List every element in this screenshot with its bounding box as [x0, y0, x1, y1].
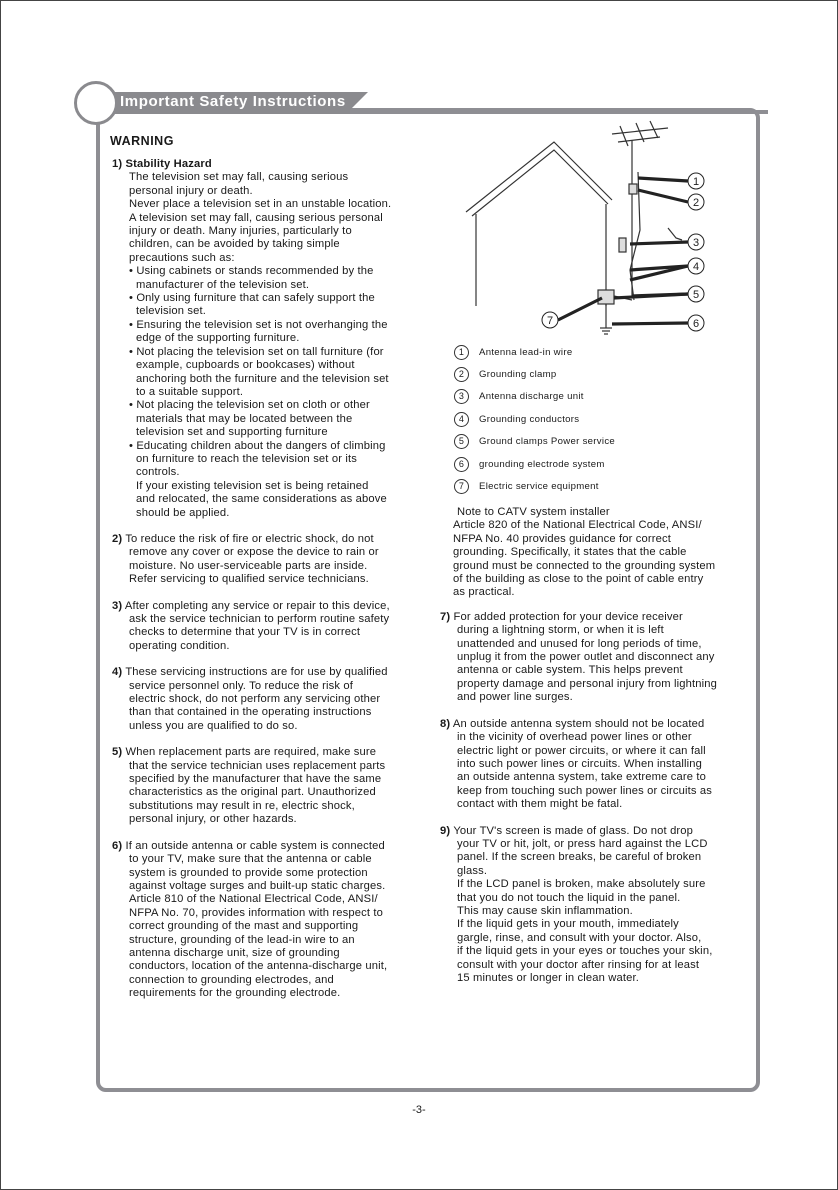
text-line: connection to grounding electrodes, and [129, 973, 334, 986]
right-column [440, 506, 752, 998]
legend-label: grounding electrode system [479, 458, 605, 470]
text-line: correct grounding of the mast and supporting [129, 920, 359, 933]
text-line: during a lightning storm, or when it is left [457, 624, 664, 637]
text-line: unplug it from the power outlet and disconnect any [457, 651, 715, 664]
text-line: television set and supporting furniture [136, 426, 328, 439]
text-line: A television set may fall, causing serious personal [129, 211, 383, 224]
bullet-line: • Not placing the television set on cloth or other [129, 399, 370, 412]
text-line: structure, grounding of the lead-in wire to an [129, 933, 355, 946]
text-line: to a suitable support. [136, 385, 244, 398]
text-line: children, can be avoided by taking simple [129, 238, 340, 251]
page-title: Important Safety Instructions [120, 93, 346, 110]
legend-number: 6 [454, 457, 469, 472]
legend-label: Ground clamps Power service [479, 436, 616, 448]
header-circle-icon [74, 81, 118, 125]
item-4 [112, 666, 434, 733]
legend-label: Grounding clamp [479, 369, 557, 381]
item-2 [112, 533, 434, 587]
text-line: and power line surges. [457, 691, 573, 704]
text-line: substitutions may result in re, electric shock, [129, 799, 355, 812]
warning-label: WARNING [110, 134, 174, 148]
text-line: Article 810 of the National Electrical Code, ANSI/ [129, 893, 378, 906]
item-number: 2) [112, 532, 123, 545]
text-line: as practical. [453, 586, 515, 599]
legend-number: 7 [454, 479, 469, 494]
legend-item [454, 453, 754, 475]
text-line: specified by the manufacturer that have the same [129, 773, 382, 786]
text-line: antenna discharge unit, size of grounding [129, 946, 340, 959]
text-line: characteristics as the original part. Unauthorized [129, 786, 376, 799]
legend-number: 4 [454, 412, 469, 427]
item-number: 5) [112, 746, 123, 759]
text-line: An outside antenna system should not be located [452, 717, 705, 730]
bullet-line: • Educating children about the dangers of climbing [129, 439, 386, 452]
callout-leader-1 [638, 178, 688, 181]
text-line: your TV or hit, jolt, or press hard against the LCD [457, 837, 708, 850]
text-line: personal injury, or other hazards. [129, 813, 297, 826]
text-line: materials that may be located between the [136, 412, 353, 425]
text-line: precautions such as: [129, 251, 235, 264]
legend-label: Electric service equipment [479, 481, 599, 493]
text-line: 15 minutes or longer in clean water. [457, 972, 640, 984]
electric-service-box [598, 290, 614, 304]
text-line: manufacturer of the television set. [136, 278, 310, 291]
text-line: If the liquid gets in your mouth, immediately [457, 918, 679, 931]
text-line: The television set may fall, causing serious [129, 171, 349, 184]
diagram-legend [454, 341, 754, 498]
text-line: NFPA No. 40 provides guidance for correct [453, 532, 671, 545]
text-line: unattended and unused for long periods of time, [457, 637, 702, 650]
text-line: If an outside antenna or cable system is connected [125, 839, 385, 852]
text-line: on furniture to reach the television set or its [136, 452, 357, 465]
item-number: 7) [440, 610, 451, 623]
text-line: an outside antenna system, take extreme care to [457, 771, 706, 784]
item-1-stability-hazard [112, 158, 434, 520]
grounding-wire [668, 228, 682, 240]
note-title: Note to CATV system installer [457, 506, 610, 518]
left-column [112, 158, 434, 1014]
text-line: than that contained in the operating instructions [129, 706, 372, 719]
antenna-element [620, 126, 628, 146]
text-line: consult with your doctor after rinsing for at least [457, 958, 700, 971]
text-line: that the service technician uses replacement parts [129, 759, 386, 772]
text-line: contact with them might be fatal. [457, 798, 623, 811]
legend-label: Grounding conductors [479, 413, 580, 425]
text-line: Refer servicing to qualified service technicians. [129, 573, 369, 586]
text-line: unless you are qualified to do so. [129, 719, 298, 732]
legend-item [454, 386, 754, 408]
legend-number: 2 [454, 367, 469, 382]
text-line: and relocated, the same considerations as above [136, 493, 387, 506]
text-line: in the vicinity of overhead power lines or other [457, 731, 692, 744]
grounding-clamp [629, 184, 637, 194]
bullet-line: • Using cabinets or stands recommended by the [129, 265, 374, 278]
callout-7-label: 7 [546, 315, 554, 327]
callout-leader-5b [614, 294, 688, 298]
item-number: 6) [112, 839, 123, 852]
text-line: To reduce the risk of fire or electric shock, do not [125, 532, 374, 545]
text-line: electric light or power circuits, or where it can fall [457, 744, 706, 757]
callout-5-label: 5 [692, 289, 700, 301]
text-line: antenna or cable system. This helps prevent [457, 664, 683, 677]
callout-6-label: 6 [692, 318, 700, 330]
legend-item [454, 475, 754, 497]
item-7 [440, 611, 752, 705]
text-line: If the LCD panel is broken, make absolutely sure [457, 878, 706, 891]
text-line: NFPA No. 70, provides information with respect to [129, 906, 383, 919]
text-line: When replacement parts are required, make sure [125, 746, 377, 759]
legend-item [454, 341, 754, 363]
text-line: operating condition. [129, 639, 230, 652]
text-line: television set. [136, 305, 207, 318]
legend-item [454, 431, 754, 453]
item-title: 1) Stability Hazard [112, 158, 212, 170]
legend-label: Antenna lead-in wire [479, 346, 573, 358]
text-line: gargle, rinse, and consult with your doctor. Also, [457, 931, 702, 944]
text-line: edge of the supporting furniture. [136, 332, 300, 345]
callout-2-label: 2 [692, 197, 700, 209]
text-line: These servicing instructions are for use by qualified [125, 666, 388, 679]
text-line: Your TV's screen is made of glass. Do not drop [453, 824, 694, 837]
header-band-tail [346, 92, 368, 114]
item-number: 4) [112, 666, 123, 679]
text-line: grounding. Specifically, it states that the cable [453, 546, 687, 559]
bullet-line: • Ensuring the television set is not overhanging the [129, 318, 388, 331]
text-line: that you do not touch the liquid in the panel. [457, 891, 681, 904]
item-number: 3) [112, 599, 123, 612]
text-line: property damage and personal injury from lightning [457, 677, 717, 690]
text-line: injury or death. Many injuries, particularly to [129, 225, 352, 238]
callout-leader-7 [558, 298, 602, 320]
text-line: After completing any service or repair to this device, [124, 599, 390, 612]
page-number: -3- [412, 1104, 426, 1116]
text-line: electric shock, do not perform any servicing other [129, 693, 381, 706]
text-line: Article 820 of the National Electrical Code, ANSI/ [453, 519, 702, 532]
callout-leader-3 [630, 242, 688, 244]
text-line: should be applied. [136, 506, 230, 519]
item-5 [112, 746, 434, 826]
text-line: panel. If the screen breaks, be careful of broken [457, 851, 702, 864]
text-line: keep from touching such power lines or circuits as [457, 784, 712, 797]
text-line: checks to determine that your TV is in correct [129, 626, 361, 639]
text-line: If your existing television set is being retained [136, 479, 369, 492]
callout-4-label: 4 [692, 261, 700, 273]
item-6 [112, 840, 434, 1001]
callout-leader-6 [612, 323, 688, 324]
legend-label: Antenna discharge unit [479, 391, 584, 403]
text-line: example, cupboards or bookcases) without [136, 359, 355, 372]
text-line: against voltage surges and built-up static charges. [129, 879, 386, 892]
callout-3-label: 3 [692, 237, 700, 249]
text-line: ask the service technician to perform routine safety [129, 613, 390, 625]
text-line: anchoring both the furniture and the television set [136, 372, 389, 385]
legend-number: 3 [454, 389, 469, 404]
text-line: if the liquid gets in your eyes or touches your skin, [457, 945, 713, 958]
text-line: glass. [457, 864, 488, 877]
text-line: ground must be connected to the grounding system [453, 559, 716, 572]
item-3 [112, 600, 434, 654]
text-line: For added protection for your device receiver [453, 610, 683, 623]
text-line: into such power lines or circuits. When installing [457, 757, 703, 770]
text-line: moisture. No user-serviceable parts are inside. [129, 559, 368, 572]
callout-1-label: 1 [692, 176, 700, 188]
item-number: 8) [440, 717, 451, 730]
text-line: personal injury or death. [129, 184, 253, 197]
text-line: remove any cover or expose the device to rain or [129, 546, 379, 559]
catv-note [440, 506, 752, 600]
antenna-discharge-unit [619, 238, 626, 252]
legend-item [454, 363, 754, 385]
text-line: to your TV, make sure that the antenna or cable [129, 853, 372, 866]
bullet-line: • Only using furniture that can safely support the [129, 292, 375, 305]
text-line: This may cause skin inflammation. [457, 904, 633, 917]
text-line: controls. [136, 466, 180, 479]
legend-number: 5 [454, 434, 469, 449]
text-line: conductors, location of the antenna-discharge unit, [129, 960, 388, 973]
callout-leader-2 [638, 190, 688, 202]
text-line: requirements for the grounding electrode. [129, 987, 341, 1000]
item-8 [440, 718, 752, 812]
text-line: Never place a television set in an unstable location. [129, 198, 392, 211]
bullet-line: • Not placing the television set on tall furniture (for [129, 345, 384, 358]
text-line: service personnel only. To reduce the risk of [129, 679, 353, 692]
antenna-grounding-diagram [462, 120, 722, 340]
legend-item [454, 408, 754, 430]
text-line: of the building as close to the point of cable entry [453, 573, 704, 586]
item-number: 9) [440, 824, 451, 837]
item-9 [440, 825, 752, 986]
house-eaves [472, 150, 608, 216]
house-roof [466, 142, 612, 212]
legend-number: 1 [454, 345, 469, 360]
text-line: system is grounded to provide some protection [129, 866, 368, 879]
